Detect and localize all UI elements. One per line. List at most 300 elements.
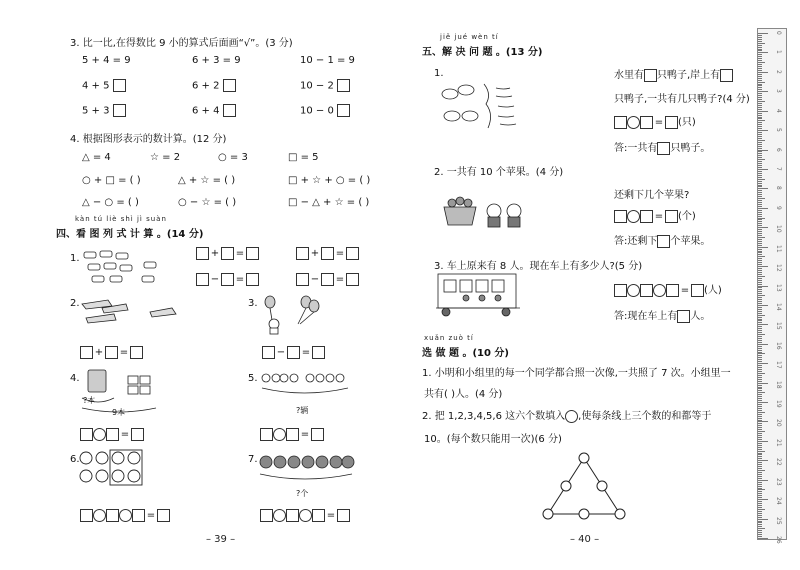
ruler-tick — [758, 33, 768, 34]
ruler-tick — [758, 313, 762, 314]
q4-r2c2[interactable]: ○ − ☆ = ( ) — [178, 197, 237, 208]
ruler-tick — [758, 148, 762, 149]
ruler-tick — [758, 420, 762, 421]
ruler-tick — [758, 361, 762, 362]
ruler-tick — [758, 157, 762, 158]
item4-number: 4. — [70, 373, 80, 384]
ruler-tick — [758, 301, 762, 302]
ruler-tick — [758, 260, 762, 261]
ruler-tick — [758, 214, 762, 215]
ruler-tick — [758, 120, 765, 121]
ruler-tick — [758, 404, 762, 405]
blank-circle[interactable] — [579, 509, 589, 519]
ruler-tick — [758, 113, 762, 114]
ruler-tick — [758, 105, 762, 106]
ruler — [757, 28, 787, 544]
ruler-tick — [758, 52, 768, 53]
ruler-tick — [758, 64, 762, 65]
section6-title: 选 做 题 。(10 分) — [422, 348, 509, 359]
ruler-number: 19 — [775, 400, 782, 408]
item1-eq-c: − = — [196, 273, 259, 286]
ruler-number: 0 — [775, 31, 782, 35]
ruler-tick — [758, 472, 762, 473]
ruler-tick — [758, 70, 762, 71]
q4-r2c1[interactable]: △ − ○ = ( ) — [82, 197, 139, 208]
balloons-picture — [262, 294, 322, 334]
ruler-tick — [758, 330, 762, 331]
ruler-tick — [758, 464, 762, 465]
ruler-tick — [758, 538, 768, 539]
ruler-tick — [758, 161, 762, 162]
ruler-tick — [758, 41, 762, 42]
p1-line2: 只鸭子,一共有几只鸭子?(4 分) — [614, 94, 750, 105]
ruler-tick — [758, 476, 762, 477]
ruler-tick — [758, 293, 762, 294]
ruler-number: 20 — [775, 419, 782, 428]
ruler-number: 2 — [775, 69, 782, 74]
ruler-tick — [758, 43, 765, 44]
ruler-tick — [758, 76, 762, 77]
ruler-tick — [758, 124, 762, 125]
ruler-tick — [758, 95, 762, 96]
ruler-tick — [758, 175, 762, 176]
ruler-tick — [758, 56, 762, 57]
ruler-tick — [758, 493, 762, 494]
p2-eq: = (个) — [614, 207, 696, 223]
check-box[interactable] — [113, 104, 126, 117]
ruler-tick — [758, 530, 762, 531]
ruler-tick — [758, 458, 762, 459]
ruler-tick — [758, 454, 762, 455]
ruler-tick — [758, 68, 762, 69]
ruler-tick — [758, 163, 762, 164]
ruler-tick — [758, 421, 768, 422]
ruler-tick — [758, 126, 762, 127]
ruler-tick — [758, 307, 762, 308]
q4-r1c2[interactable]: △ + ☆ = ( ) — [178, 175, 236, 186]
ruler-tick — [758, 373, 765, 374]
ruler-tick — [758, 245, 762, 246]
q4-val-triangle: △ = 4 — [82, 152, 111, 163]
ruler-tick — [758, 276, 765, 277]
item2-eq: + = — [80, 346, 143, 359]
ruler-tick — [758, 103, 762, 104]
item4-total-label: 9本 — [112, 408, 126, 417]
ruler-tick — [758, 470, 765, 471]
ruler-tick — [758, 256, 765, 257]
ruler-number: 26 — [775, 536, 782, 544]
basket-picture — [440, 193, 530, 231]
ruler-tick — [758, 357, 762, 358]
ruler-tick — [758, 54, 762, 55]
ruler-tick — [758, 210, 762, 211]
ruler-tick — [758, 190, 762, 191]
ruler-tick — [758, 185, 762, 186]
ruler-tick — [758, 365, 762, 366]
ruler-tick — [758, 91, 768, 92]
q3-r3c3: 10 − 0 — [300, 104, 350, 117]
ruler-tick — [758, 291, 762, 292]
ruler-tick — [758, 208, 768, 209]
ruler-number: 18 — [775, 380, 782, 389]
ruler-tick — [758, 497, 762, 498]
ruler-number: 17 — [775, 361, 782, 369]
ruler-tick — [758, 398, 762, 399]
ruler-tick — [758, 505, 762, 506]
c1-line2[interactable]: 共有( )人。(4 分) — [424, 389, 503, 400]
ruler-tick — [758, 241, 762, 242]
ruler-tick — [758, 447, 762, 448]
check-box[interactable] — [337, 104, 350, 117]
ruler-tick — [758, 130, 768, 131]
item7-eq: = — [260, 509, 350, 522]
ruler-tick — [758, 521, 762, 522]
ruler-tick — [758, 338, 762, 339]
ruler-tick — [758, 153, 762, 154]
ruler-tick — [758, 342, 762, 343]
q4-title: 4. 根据图形表示的数计算。(12 分) — [70, 134, 227, 145]
ruler-number: 16 — [775, 341, 782, 350]
ruler-tick — [758, 218, 765, 219]
ruler-tick — [758, 167, 762, 168]
q4-val-star: ☆ = 2 — [150, 152, 181, 163]
ruler-tick — [758, 282, 762, 283]
ruler-tick — [758, 435, 762, 436]
ruler-tick — [758, 350, 762, 351]
ruler-tick — [758, 89, 762, 90]
ruler-tick — [758, 122, 762, 123]
ruler-tick — [758, 369, 762, 370]
ruler-tick — [758, 144, 762, 145]
item1-eq-a: + = — [196, 247, 259, 260]
ruler-tick — [758, 252, 762, 253]
ruler-tick — [758, 82, 765, 83]
ruler-tick — [758, 171, 762, 172]
ruler-tick — [758, 206, 762, 207]
ruler-tick — [758, 177, 762, 178]
ruler-number: 9 — [775, 205, 782, 210]
q3-r3c1: 5 + 3 — [82, 104, 126, 117]
ruler-tick — [758, 233, 762, 234]
ruler-tick — [758, 295, 765, 296]
ruler-number: 13 — [775, 283, 782, 292]
ruler-tick — [758, 297, 762, 298]
ruler-tick — [758, 311, 762, 312]
candies-picture — [82, 248, 162, 290]
ruler-tick — [758, 482, 762, 483]
ruler-tick — [758, 536, 762, 537]
item1-number: 1. — [70, 253, 80, 264]
ruler-tick — [758, 410, 762, 411]
right-page-number: – 40 – — [570, 534, 600, 545]
ruler-number: 12 — [775, 264, 782, 272]
check-box[interactable] — [337, 79, 350, 92]
ruler-tick — [758, 491, 762, 492]
ruler-tick — [758, 249, 762, 250]
ruler-tick — [758, 85, 762, 86]
ruler-tick — [758, 99, 762, 100]
ruler-tick — [758, 408, 762, 409]
ruler-tick — [758, 140, 765, 141]
ruler-tick — [758, 107, 762, 108]
item3-number: 3. — [248, 298, 258, 309]
ruler-tick — [758, 507, 762, 508]
item1-eq-b: + = — [296, 247, 359, 260]
section4-pinyin: kàn tú liè shì jì suàn — [75, 215, 167, 223]
blank-circle[interactable] — [561, 481, 571, 491]
ruler-tick — [758, 225, 762, 226]
q3-title: 3. 比一比,在得数比 9 小的算式后面画“√”。(3 分) — [70, 38, 293, 49]
blank-circle[interactable] — [543, 509, 553, 519]
ruler-tick — [758, 317, 762, 318]
ruler-tick — [758, 188, 768, 189]
ruler-tick — [758, 49, 762, 50]
ruler-tick — [758, 385, 762, 386]
ruler-tick — [758, 332, 762, 333]
q4-val-circle: ○ = 3 — [218, 152, 248, 163]
q4-r1c3[interactable]: □ + ☆ + ○ = ( ) — [288, 175, 371, 186]
ruler-tick — [758, 534, 762, 535]
ruler-tick — [758, 278, 762, 279]
ruler-tick — [758, 324, 768, 325]
ruler-tick — [758, 198, 765, 199]
ruler-tick — [758, 429, 762, 430]
ruler-tick — [758, 433, 762, 434]
q3-r2c2: 6 + 2 — [192, 79, 236, 92]
item7-number: 7. — [248, 454, 258, 465]
ruler-tick — [758, 387, 762, 388]
q4-val-square: □ = 5 — [288, 152, 319, 163]
ruler-tick — [758, 340, 762, 341]
check-box[interactable] — [113, 79, 126, 92]
ruler-tick — [758, 326, 762, 327]
ruler-tick — [758, 151, 762, 152]
item7-unknown-label: ?个 — [296, 489, 309, 498]
ruler-tick — [758, 528, 765, 529]
check-box[interactable] — [223, 104, 236, 117]
ruler-tick — [758, 50, 762, 51]
ruler-tick — [758, 309, 762, 310]
check-box[interactable] — [223, 79, 236, 92]
ruler-tick — [758, 216, 762, 217]
ruler-tick — [758, 322, 762, 323]
ruler-number: 8 — [775, 186, 782, 191]
item5-unknown-label: ?辆 — [296, 406, 309, 415]
p3-title: 3. 车上原来有 8 人。现在车上有多少人?(5 分) — [434, 261, 643, 272]
ruler-tick — [758, 305, 768, 306]
ruler-tick — [758, 460, 768, 461]
ruler-tick — [758, 344, 768, 345]
apples-picture — [258, 452, 354, 488]
ruler-tick — [758, 35, 762, 36]
ruler-tick — [758, 400, 762, 401]
ruler-tick — [758, 402, 768, 403]
item4-unknown-label: ?本 — [83, 396, 96, 405]
ruler-tick — [758, 254, 762, 255]
ruler-number: 6 — [775, 147, 782, 152]
ruler-tick — [758, 466, 762, 467]
ducks-picture — [438, 80, 524, 132]
ruler-tick — [758, 524, 762, 525]
ruler-tick — [758, 336, 762, 337]
ruler-tick — [758, 501, 762, 502]
ruler-tick — [758, 379, 762, 380]
ruler-tick — [758, 503, 762, 504]
c2-line2: 10。(每个数只能用一次)(6 分) — [424, 434, 562, 445]
ruler-tick — [758, 484, 762, 485]
q3-r2c3: 10 − 2 — [300, 79, 350, 92]
ruler-tick — [758, 427, 762, 428]
ruler-number: 23 — [775, 477, 782, 486]
p2-answer: 答:还剩下 个苹果。 — [614, 236, 711, 247]
ruler-tick — [758, 251, 762, 252]
ruler-tick — [758, 192, 762, 193]
ruler-tick — [758, 511, 762, 512]
ruler-tick — [758, 412, 765, 413]
bicycles-picture — [260, 370, 354, 406]
section5-title: 五、解 决 问 题 。(13 分) — [422, 47, 543, 58]
ruler-tick — [758, 117, 762, 118]
ruler-tick — [758, 488, 762, 489]
p2-title: 2. 一共有 10 个苹果。(4 分) — [434, 167, 564, 178]
ruler-tick — [758, 229, 762, 230]
bus-picture — [436, 272, 520, 324]
ruler-tick — [758, 45, 762, 46]
p1-number: 1. — [434, 68, 444, 79]
c1-line1: 1. 小明和小组里的每一个同学都合照一次像,一共照了 7 次。小组里一 — [422, 368, 731, 379]
ruler-tick — [758, 268, 762, 269]
p3-answer: 答:现在车上有 人。 — [614, 311, 711, 322]
ruler-tick — [758, 97, 762, 98]
ruler-tick — [758, 486, 762, 487]
q3-r3c2: 6 + 4 — [192, 104, 236, 117]
ruler-number: 3 — [775, 89, 782, 94]
ruler-tick — [758, 480, 768, 481]
ruler-tick — [758, 84, 762, 85]
ruler-tick — [758, 416, 762, 417]
ruler-tick — [758, 359, 762, 360]
ruler-tick — [758, 80, 762, 81]
ruler-tick — [758, 111, 768, 112]
ruler-tick — [758, 445, 762, 446]
ruler-tick — [758, 287, 762, 288]
ruler-tick — [758, 237, 765, 238]
ruler-tick — [758, 526, 762, 527]
ruler-tick — [758, 60, 762, 61]
p1-eq: = (只) — [614, 113, 696, 129]
ruler-number: 24 — [775, 497, 782, 505]
ruler-tick — [758, 437, 762, 438]
circle-symbol — [565, 410, 578, 423]
ruler-tick — [758, 439, 762, 440]
ruler-tick — [758, 431, 765, 432]
item6-number: 6. — [70, 454, 80, 465]
ruler-tick — [758, 513, 762, 514]
ruler-tick — [758, 204, 762, 205]
ruler-tick — [758, 367, 762, 368]
ruler-tick — [758, 515, 762, 516]
ruler-tick — [758, 173, 762, 174]
ruler-tick — [758, 478, 762, 479]
ruler-tick — [758, 165, 762, 166]
ruler-tick — [758, 142, 762, 143]
q3-r1c3: 10 − 1 = 9 — [300, 55, 355, 66]
ruler-tick — [758, 181, 762, 182]
ruler-tick — [758, 219, 762, 220]
ruler-tick — [758, 235, 762, 236]
ruler-tick — [758, 443, 762, 444]
ruler-tick — [758, 47, 762, 48]
ruler-tick — [758, 371, 762, 372]
ruler-number: 15 — [775, 322, 782, 330]
ruler-tick — [758, 449, 762, 450]
ruler-tick — [758, 270, 762, 271]
q4-r1c1[interactable]: ○ + □ = ( ) — [82, 175, 141, 186]
p1-line1: 水里有 只鸭子,岸上有 — [614, 66, 733, 82]
ruler-tick — [758, 136, 762, 137]
ruler-tick — [758, 299, 762, 300]
ruler-tick — [758, 169, 768, 170]
ruler-tick — [758, 519, 768, 520]
ruler-tick — [758, 212, 762, 213]
ruler-tick — [758, 262, 762, 263]
ruler-tick — [758, 388, 762, 389]
ruler-tick — [758, 375, 762, 376]
ruler-tick — [758, 348, 762, 349]
ruler-tick — [758, 423, 762, 424]
ruler-tick — [758, 274, 762, 275]
ruler-tick — [758, 87, 762, 88]
ruler-tick — [758, 377, 762, 378]
ruler-tick — [758, 394, 762, 395]
item6-eq: = — [80, 509, 170, 522]
ruler-tick — [758, 101, 765, 102]
q4-r2c3[interactable]: □ − △ + ☆ = ( ) — [288, 197, 370, 208]
ruler-tick — [758, 134, 762, 135]
ruler-tick — [758, 289, 762, 290]
ruler-tick — [758, 150, 768, 151]
item2-number: 2. — [70, 298, 80, 309]
ruler-tick — [758, 159, 765, 160]
ruler-tick — [758, 37, 762, 38]
triangle-diagram — [540, 452, 628, 522]
blank-circle[interactable] — [597, 481, 607, 491]
ruler-tick — [758, 453, 762, 454]
ruler-tick — [758, 499, 768, 500]
ruler-tick — [758, 128, 762, 129]
item5-number: 5. — [248, 373, 258, 384]
left-page-number: – 39 – — [206, 534, 236, 545]
ruler-tick — [758, 146, 762, 147]
blank-circle[interactable] — [579, 453, 589, 463]
ruler-tick — [758, 522, 762, 523]
ruler-tick — [758, 363, 768, 364]
item4-eq: = — [80, 428, 144, 441]
ruler-tick — [758, 196, 762, 197]
ruler-tick — [758, 115, 762, 116]
ruler-tick — [758, 72, 768, 73]
ruler-tick — [758, 468, 762, 469]
ruler-tick — [758, 272, 762, 273]
q3-r2c1: 4 + 5 — [82, 79, 126, 92]
ruler-tick — [758, 396, 762, 397]
ruler-tick — [758, 346, 762, 347]
ruler-number: 1 — [775, 50, 782, 55]
ruler-number: 25 — [775, 516, 782, 525]
blank-circle[interactable] — [615, 509, 625, 519]
ruler-tick — [758, 39, 762, 40]
ruler-tick — [758, 200, 762, 201]
